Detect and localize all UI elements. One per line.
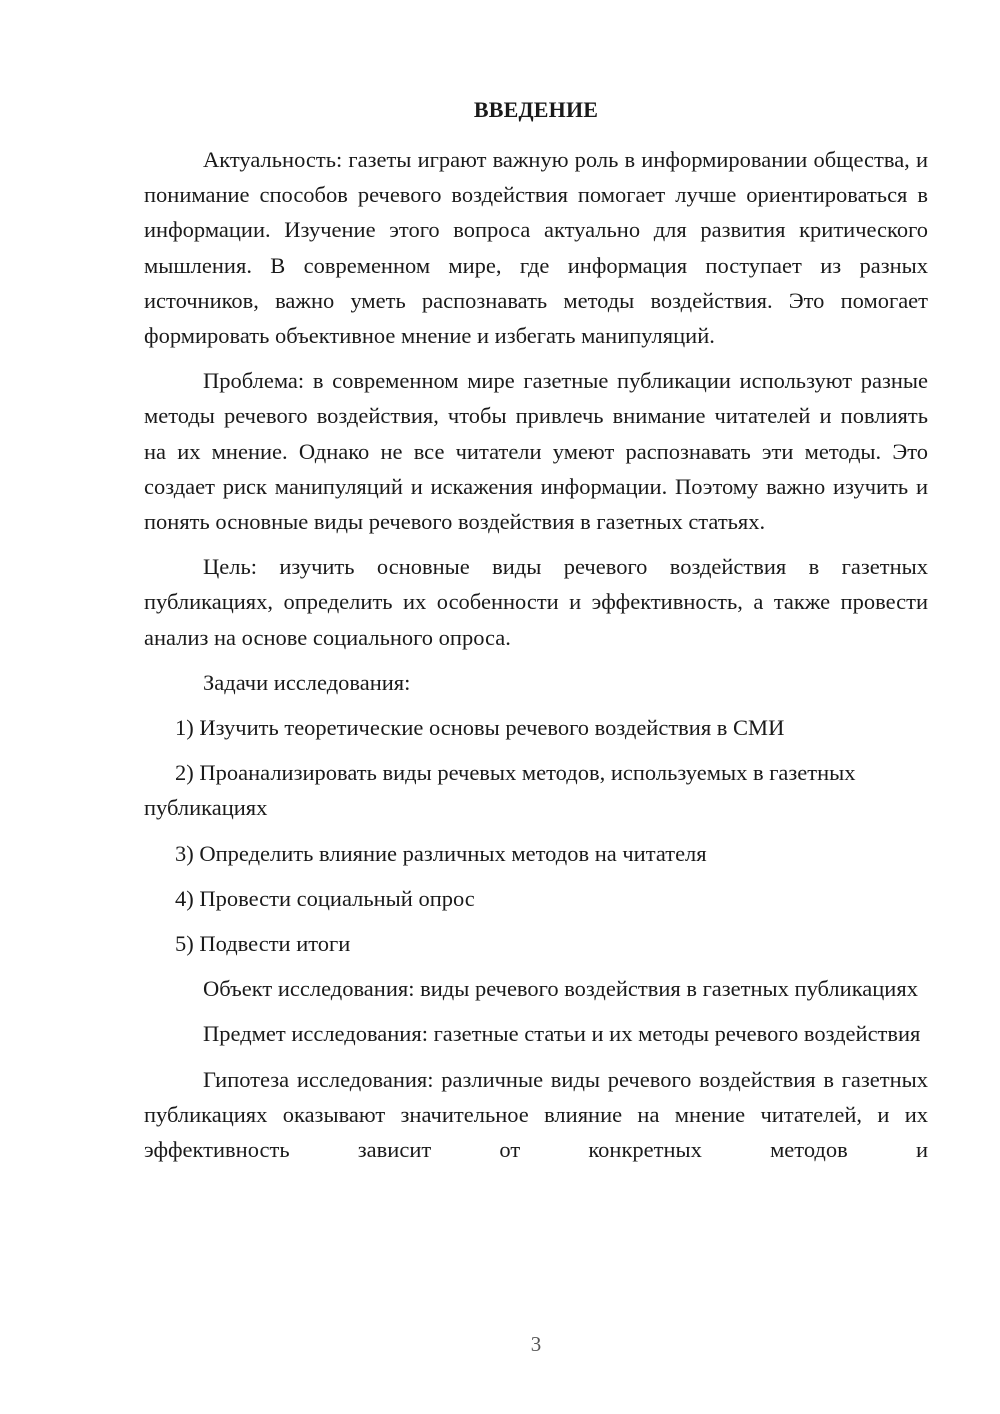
task-item-5: 5) Подвести итоги: [175, 931, 351, 957]
problem-paragraph: Проблема: в современном мире газетные публикации используют разные методы речевого воздействия, чтобы привлечь внимание читателей и повлиять на их мнение. Однако не все читатели умеют распознавать эти методы. Это создает риск манипуляций и искажения информации. Поэтому важно изучить и понять основные виды речевого воздействия в газетных статьях.: [144, 368, 928, 535]
page-number: 3: [530, 1332, 542, 1356]
document-body: [144, 142, 928, 1177]
task-item-2: 2) Проанализировать виды речевых методов, используемых в газетных публикациях: [144, 760, 856, 821]
task-item-3: 3) Определить влияние различных методов на читателя: [175, 840, 707, 866]
subject-paragraph: Предмет исследования: газетные статьи и их методы речевого воздействия: [203, 1021, 921, 1047]
task-item-1: 1) Изучить теоретические основы речевого воздействия в СМИ: [175, 715, 785, 741]
tasks-intro: Задачи исследования:: [203, 669, 411, 695]
object-paragraph: Объект исследования: виды речевого воздействия в газетных публикациях: [203, 976, 918, 1002]
hypothesis-paragraph: Гипотеза исследования: различные виды речевого воздействия в газетных публикациях оказывают значительное влияние на мнение читателей, и их эффективность зависит от конкретных методов и: [144, 1066, 928, 1163]
section-heading: ВВЕДЕНИЕ: [473, 97, 599, 122]
goal-paragraph: Цель: изучить основные виды речевого воздействия в газетных публикациях, определить их особенности и эффективность, а также провести анализ на основе социального опроса.: [144, 554, 928, 650]
relevance-paragraph: Актуальность: газеты играют важную роль в информировании общества, и понимание способов речевого воздействия помогает лучше ориентироваться в информации. Изучение этого вопроса актуально для развития критического мышления. В современном мире, где информация поступает из разных источников, важно уметь распознавать методы воздействия. Это помогает формировать объективное мнение и избегать манипуляций.: [144, 147, 928, 349]
task-item-4: 4) Провести социальный опрос: [175, 885, 475, 911]
